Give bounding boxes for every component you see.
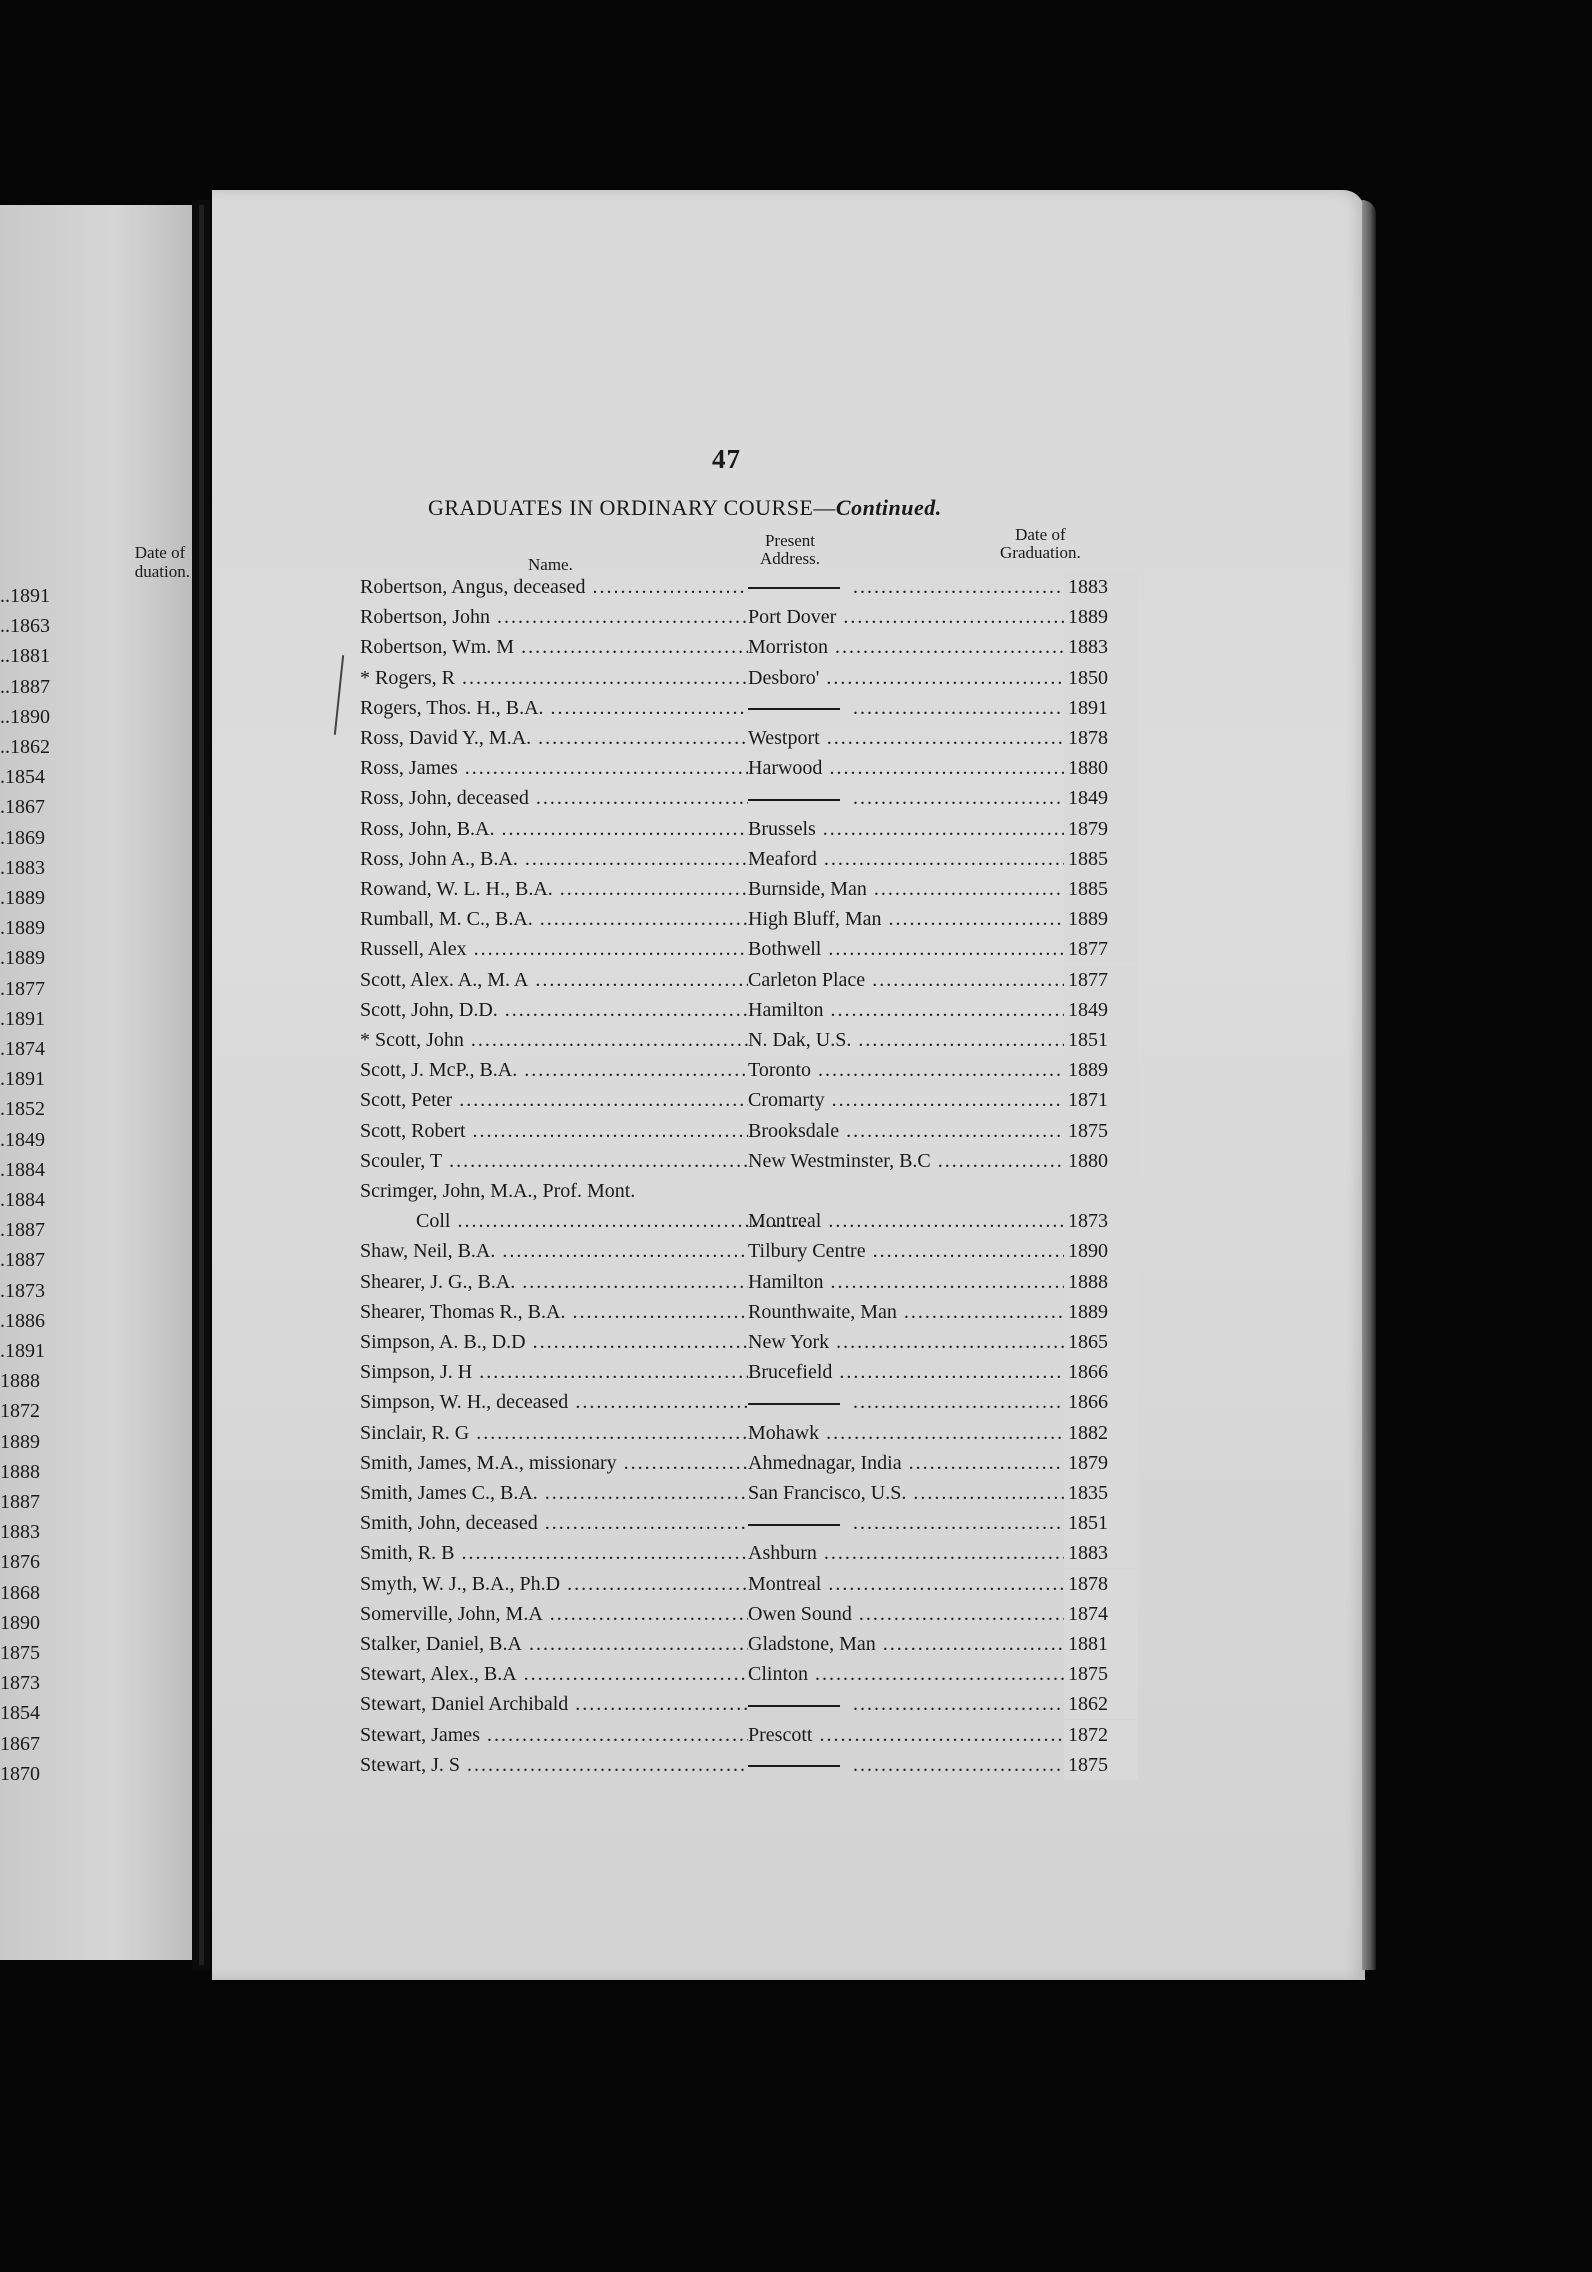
graduation-year: 1885 bbox=[1064, 874, 1138, 904]
graduation-year: 1850 bbox=[1064, 663, 1138, 693]
graduation-year: 1873 bbox=[1064, 1206, 1138, 1236]
left-page-year: 1883 bbox=[0, 1521, 40, 1544]
graduate-address: Meaford ..... bbox=[748, 844, 1078, 874]
graduate-name: Coll ..... bbox=[360, 1206, 804, 1236]
graduate-name: Somerville, John, M.A ..... bbox=[360, 1599, 748, 1629]
left-page-header bbox=[135, 543, 190, 581]
graduate-name: Shearer, J. G., B.A. ..... bbox=[360, 1267, 748, 1297]
left-page-year: 1872 bbox=[0, 1400, 40, 1423]
graduation-year: 1849 bbox=[1064, 995, 1138, 1025]
graduate-name: Shaw, Neil, B.A. ..... bbox=[360, 1236, 748, 1266]
left-page-year: .1884 bbox=[0, 1189, 45, 1211]
left-page-year: .1883 bbox=[0, 856, 45, 879]
left-page-year: 1889 bbox=[0, 1430, 40, 1453]
left-page-year: .1889 bbox=[0, 887, 45, 909]
graduate-row bbox=[360, 723, 1150, 753]
graduation-year: 1865 bbox=[1064, 1327, 1138, 1357]
graduate-row bbox=[360, 1176, 1150, 1206]
left-page bbox=[0, 205, 192, 1960]
graduation-year: 1875 bbox=[1064, 1116, 1138, 1146]
left-header-line2: duation. bbox=[134, 562, 190, 581]
graduation-year: 1851 bbox=[1064, 1025, 1138, 1055]
column-header-address bbox=[760, 532, 820, 568]
graduation-year: 1889 bbox=[1064, 1297, 1138, 1327]
graduate-row bbox=[360, 1750, 1150, 1780]
graduate-address bbox=[748, 1508, 1078, 1538]
graduate-name: Stalker, Daniel, B.A ..... bbox=[360, 1629, 748, 1659]
graduation-year: 1872 bbox=[1064, 1720, 1138, 1750]
left-page-year: 1888 bbox=[0, 1370, 40, 1393]
left-page-year: .1869 bbox=[0, 826, 45, 849]
graduation-year: 1877 bbox=[1064, 934, 1138, 964]
graduate-row bbox=[360, 1236, 1150, 1266]
graduate-name: Ross, David Y., M.A. ..... bbox=[360, 723, 748, 753]
graduate-row bbox=[360, 1297, 1150, 1327]
graduation-year: 1874 bbox=[1064, 1599, 1138, 1629]
graduate-name: * Rogers, R ..... bbox=[360, 663, 748, 693]
graduate-row bbox=[360, 783, 1150, 813]
left-page-year: 1873 bbox=[0, 1672, 40, 1695]
graduate-row bbox=[360, 1538, 1150, 1568]
graduate-name: Stewart, James ..... bbox=[360, 1720, 748, 1750]
left-page-year: .1886 bbox=[0, 1309, 45, 1332]
graduate-address: Morriston ..... bbox=[748, 632, 1078, 662]
graduation-year: 1883 bbox=[1064, 1538, 1138, 1568]
left-page-year: 1875 bbox=[0, 1642, 40, 1664]
left-page-year: .1889 bbox=[0, 917, 45, 940]
graduate-row bbox=[360, 572, 1150, 602]
graduate-address: Brucefield ..... bbox=[748, 1357, 1078, 1387]
graduation-year: 1883 bbox=[1064, 632, 1138, 662]
graduate-row bbox=[360, 1569, 1150, 1599]
left-page-year: ..1862 bbox=[0, 736, 50, 758]
left-page-year: .1891 bbox=[0, 1007, 45, 1030]
graduate-row bbox=[360, 1689, 1150, 1719]
graduation-year: 1891 bbox=[1064, 693, 1138, 723]
graduate-row bbox=[360, 693, 1150, 723]
graduate-address: San Francisco, U.S. ..... bbox=[748, 1478, 1078, 1508]
graduate-row bbox=[360, 1659, 1150, 1689]
graduate-row bbox=[360, 995, 1150, 1025]
left-page-year: ..1881 bbox=[0, 645, 50, 668]
graduate-address bbox=[748, 783, 1078, 813]
graduate-row bbox=[360, 844, 1150, 874]
graduate-address: Hamilton ..... bbox=[748, 1267, 1078, 1297]
column-header-date bbox=[1000, 526, 1081, 562]
graduate-name: Sinclair, R. G ..... bbox=[360, 1418, 748, 1448]
graduate-address: Prescott ..... bbox=[748, 1720, 1078, 1750]
column-header-name: Name. bbox=[528, 555, 573, 574]
graduation-year: 1849 bbox=[1064, 783, 1138, 813]
graduate-address: Carleton Place ..... bbox=[748, 965, 1078, 995]
graduate-row bbox=[360, 1357, 1150, 1387]
graduate-address: Westport ..... bbox=[748, 723, 1078, 753]
graduate-row bbox=[360, 1055, 1150, 1085]
graduate-name: Scrimger, John, M.A., Prof. Mont. bbox=[360, 1180, 636, 1202]
left-page-year: .1884 bbox=[0, 1158, 45, 1181]
graduate-address bbox=[748, 1750, 1078, 1780]
graduation-year: 1878 bbox=[1064, 1569, 1138, 1599]
graduation-year: 1866 bbox=[1064, 1357, 1138, 1387]
graduate-name: Russell, Alex ..... bbox=[360, 934, 748, 964]
graduate-address: Ashburn ..... bbox=[748, 1538, 1078, 1568]
left-page-year: .1854 bbox=[0, 766, 45, 789]
graduate-name: Ross, John, deceased ..... bbox=[360, 783, 748, 813]
graduate-address: Burnside, Man ..... bbox=[748, 874, 1078, 904]
graduation-year: 1880 bbox=[1064, 753, 1138, 783]
graduation-year: 1871 bbox=[1064, 1085, 1138, 1115]
graduate-row bbox=[360, 1478, 1150, 1508]
left-page-year: ..1863 bbox=[0, 615, 50, 638]
left-page-year: 1887 bbox=[0, 1491, 40, 1513]
left-page-year: .1852 bbox=[0, 1098, 45, 1121]
graduate-address: Hamilton ..... bbox=[748, 995, 1078, 1025]
column-header-date-line2: Graduation. bbox=[1000, 543, 1081, 562]
graduate-row bbox=[360, 934, 1150, 964]
graduation-year: 1851 bbox=[1064, 1508, 1138, 1538]
left-page-year: 1888 bbox=[0, 1460, 40, 1483]
graduate-name: Scott, John, D.D. ..... bbox=[360, 995, 748, 1025]
graduate-row bbox=[360, 1599, 1150, 1629]
left-page-year: 1854 bbox=[0, 1702, 40, 1725]
graduate-name: Smith, John, deceased ..... bbox=[360, 1508, 748, 1538]
graduate-name: Stewart, J. S ..... bbox=[360, 1750, 748, 1780]
graduate-address: Ahmednagar, India ..... bbox=[748, 1448, 1078, 1478]
graduate-row bbox=[360, 1387, 1150, 1417]
graduate-name: Scott, J. McP., B.A. ..... bbox=[360, 1055, 748, 1085]
left-page-year: .1874 bbox=[0, 1038, 45, 1060]
graduate-address: Brooksdale ..... bbox=[748, 1116, 1078, 1146]
column-header-address-line2: Address. bbox=[760, 549, 820, 568]
graduate-address: Owen Sound ..... bbox=[748, 1599, 1078, 1629]
graduation-year: 1875 bbox=[1064, 1659, 1138, 1689]
column-header-date-line1: Date of bbox=[1015, 525, 1066, 544]
left-page-year: .1891 bbox=[0, 1340, 45, 1362]
left-page-year: .1867 bbox=[0, 796, 45, 819]
graduate-row bbox=[360, 753, 1150, 783]
graduation-year: 1889 bbox=[1064, 904, 1138, 934]
graduate-name: Scouler, T ..... bbox=[360, 1146, 748, 1176]
graduate-address: N. Dak, U.S. ..... bbox=[748, 1025, 1078, 1055]
graduate-name: Rogers, Thos. H., B.A. ..... bbox=[360, 693, 748, 723]
graduate-address: New Westminster, B.C ..... bbox=[748, 1146, 1078, 1176]
graduate-row bbox=[360, 663, 1150, 693]
graduate-address: Clinton ..... bbox=[748, 1659, 1078, 1689]
column-header-address-line1: Present bbox=[764, 531, 815, 550]
graduate-address bbox=[748, 572, 1078, 602]
graduate-address: High Bluff, Man ..... bbox=[748, 904, 1078, 934]
graduation-year: 1889 bbox=[1064, 1055, 1138, 1085]
graduate-name: Smyth, W. J., B.A., Ph.D ..... bbox=[360, 1569, 748, 1599]
graduate-name: Scott, Alex. A., M. A ..... bbox=[360, 965, 748, 995]
graduate-name: Smith, R. B ..... bbox=[360, 1538, 748, 1568]
graduation-year: 1885 bbox=[1064, 844, 1138, 874]
left-page-year: 1876 bbox=[0, 1551, 40, 1574]
left-page-year: 1870 bbox=[0, 1762, 40, 1785]
graduate-name: Smith, James C., B.A. ..... bbox=[360, 1478, 748, 1508]
graduate-address: Montreal ..... bbox=[748, 1569, 1078, 1599]
graduate-address: Desboro' ..... bbox=[748, 663, 1078, 693]
graduate-row bbox=[360, 814, 1150, 844]
graduate-row bbox=[360, 1327, 1150, 1357]
graduation-year: 1877 bbox=[1064, 965, 1138, 995]
graduate-row bbox=[360, 1146, 1150, 1176]
graduation-year: 1880 bbox=[1064, 1146, 1138, 1176]
left-page-year: .1887 bbox=[0, 1219, 45, 1242]
page-number: 47 bbox=[712, 444, 741, 474]
graduate-name: Robertson, John ..... bbox=[360, 602, 748, 632]
graduate-name: Robertson, Wm. M ..... bbox=[360, 632, 748, 662]
graduate-address bbox=[748, 1689, 1078, 1719]
title-text: GRADUATES IN ORDINARY COURSE— bbox=[428, 495, 836, 520]
graduate-name: Scott, Robert ..... bbox=[360, 1116, 748, 1146]
gutter-line bbox=[199, 205, 204, 1965]
graduation-year: 1882 bbox=[1064, 1418, 1138, 1448]
left-header-line1: Date of bbox=[134, 543, 186, 562]
page-edge bbox=[1362, 200, 1376, 1970]
graduate-row bbox=[360, 1720, 1150, 1750]
left-page-year: ..1891 bbox=[0, 585, 50, 607]
graduation-year: 1883 bbox=[1064, 572, 1138, 602]
graduate-address: Bothwell ..... bbox=[748, 934, 1078, 964]
graduate-name: Stewart, Daniel Archibald ..... bbox=[360, 1689, 748, 1719]
graduate-address: Rounthwaite, Man ..... bbox=[748, 1297, 1078, 1327]
graduate-address: Toronto ..... bbox=[748, 1055, 1078, 1085]
left-page-year: .1873 bbox=[0, 1279, 45, 1302]
graduate-row bbox=[360, 965, 1150, 995]
graduate-name: Ross, James ..... bbox=[360, 753, 748, 783]
graduation-year: 1875 bbox=[1064, 1750, 1138, 1780]
graduate-row bbox=[360, 632, 1150, 662]
graduate-name: Rumball, M. C., B.A. ..... bbox=[360, 904, 748, 934]
graduate-address: Gladstone, Man ..... bbox=[748, 1629, 1078, 1659]
graduate-address: Brussels ..... bbox=[748, 814, 1078, 844]
graduation-year: 1879 bbox=[1064, 814, 1138, 844]
left-page-year: 1868 bbox=[0, 1581, 40, 1604]
graduate-address: Montreal ..... bbox=[748, 1206, 1078, 1236]
graduate-name: Stewart, Alex., B.A ..... bbox=[360, 1659, 748, 1689]
left-page-year: .1889 bbox=[0, 947, 45, 970]
graduate-address: Mohawk ..... bbox=[748, 1418, 1078, 1448]
graduate-row bbox=[360, 602, 1150, 632]
graduate-name: Simpson, A. B., D.D ..... bbox=[360, 1327, 748, 1357]
graduation-year: 1890 bbox=[1064, 1236, 1138, 1266]
graduate-row bbox=[360, 1116, 1150, 1146]
page-title bbox=[428, 495, 942, 521]
graduate-name: Scott, Peter ..... bbox=[360, 1085, 748, 1115]
graduate-name: Rowand, W. L. H., B.A. ..... bbox=[360, 874, 748, 904]
graduate-address: Harwood ..... bbox=[748, 753, 1078, 783]
graduate-address: Port Dover ..... bbox=[748, 602, 1078, 632]
graduation-year: 1866 bbox=[1064, 1387, 1138, 1417]
title-continued: Continued. bbox=[835, 495, 942, 520]
left-page-year: 1890 bbox=[0, 1611, 40, 1634]
graduate-name: Ross, John, B.A. ..... bbox=[360, 814, 748, 844]
left-page-year: 1867 bbox=[0, 1732, 40, 1755]
graduate-row bbox=[360, 874, 1150, 904]
graduate-row bbox=[360, 1025, 1150, 1055]
graduate-name: Robertson, Angus, deceased ..... bbox=[360, 572, 748, 602]
graduate-name: Simpson, J. H ..... bbox=[360, 1357, 748, 1387]
graduate-row bbox=[360, 904, 1150, 934]
graduate-name: Shearer, Thomas R., B.A. ..... bbox=[360, 1297, 748, 1327]
graduation-year: 1889 bbox=[1064, 602, 1138, 632]
left-page-year: .1877 bbox=[0, 977, 45, 1000]
graduate-address bbox=[748, 693, 1078, 723]
graduate-row bbox=[360, 1206, 1150, 1236]
graduate-row bbox=[360, 1085, 1150, 1115]
graduation-year: 1879 bbox=[1064, 1448, 1138, 1478]
graduation-year: 1862 bbox=[1064, 1689, 1138, 1719]
graduate-address: Cromarty ..... bbox=[748, 1085, 1078, 1115]
graduate-row bbox=[360, 1629, 1150, 1659]
left-page-year: .1891 bbox=[0, 1068, 45, 1091]
graduate-address: New York ..... bbox=[748, 1327, 1078, 1357]
graduate-name: * Scott, John ..... bbox=[360, 1025, 748, 1055]
graduation-year: 1878 bbox=[1064, 723, 1138, 753]
graduation-year: 1881 bbox=[1064, 1629, 1138, 1659]
graduation-year: 1835 bbox=[1064, 1478, 1138, 1508]
graduate-address bbox=[748, 1387, 1078, 1417]
left-page-year: .1849 bbox=[0, 1128, 45, 1151]
graduate-row bbox=[360, 1418, 1150, 1448]
left-page-year: ..1890 bbox=[0, 705, 50, 728]
left-page-year: .1887 bbox=[0, 1249, 45, 1272]
left-page-year: ..1887 bbox=[0, 675, 50, 698]
graduate-name: Ross, John A., B.A. ..... bbox=[360, 844, 748, 874]
graduation-year: 1888 bbox=[1064, 1267, 1138, 1297]
graduate-row bbox=[360, 1267, 1150, 1297]
graduate-name: Smith, James, M.A., missionary ..... bbox=[360, 1448, 748, 1478]
graduate-address: Tilbury Centre ..... bbox=[748, 1236, 1078, 1266]
graduate-row bbox=[360, 1508, 1150, 1538]
graduate-name: Simpson, W. H., deceased ..... bbox=[360, 1387, 748, 1417]
graduate-row bbox=[360, 1448, 1150, 1478]
